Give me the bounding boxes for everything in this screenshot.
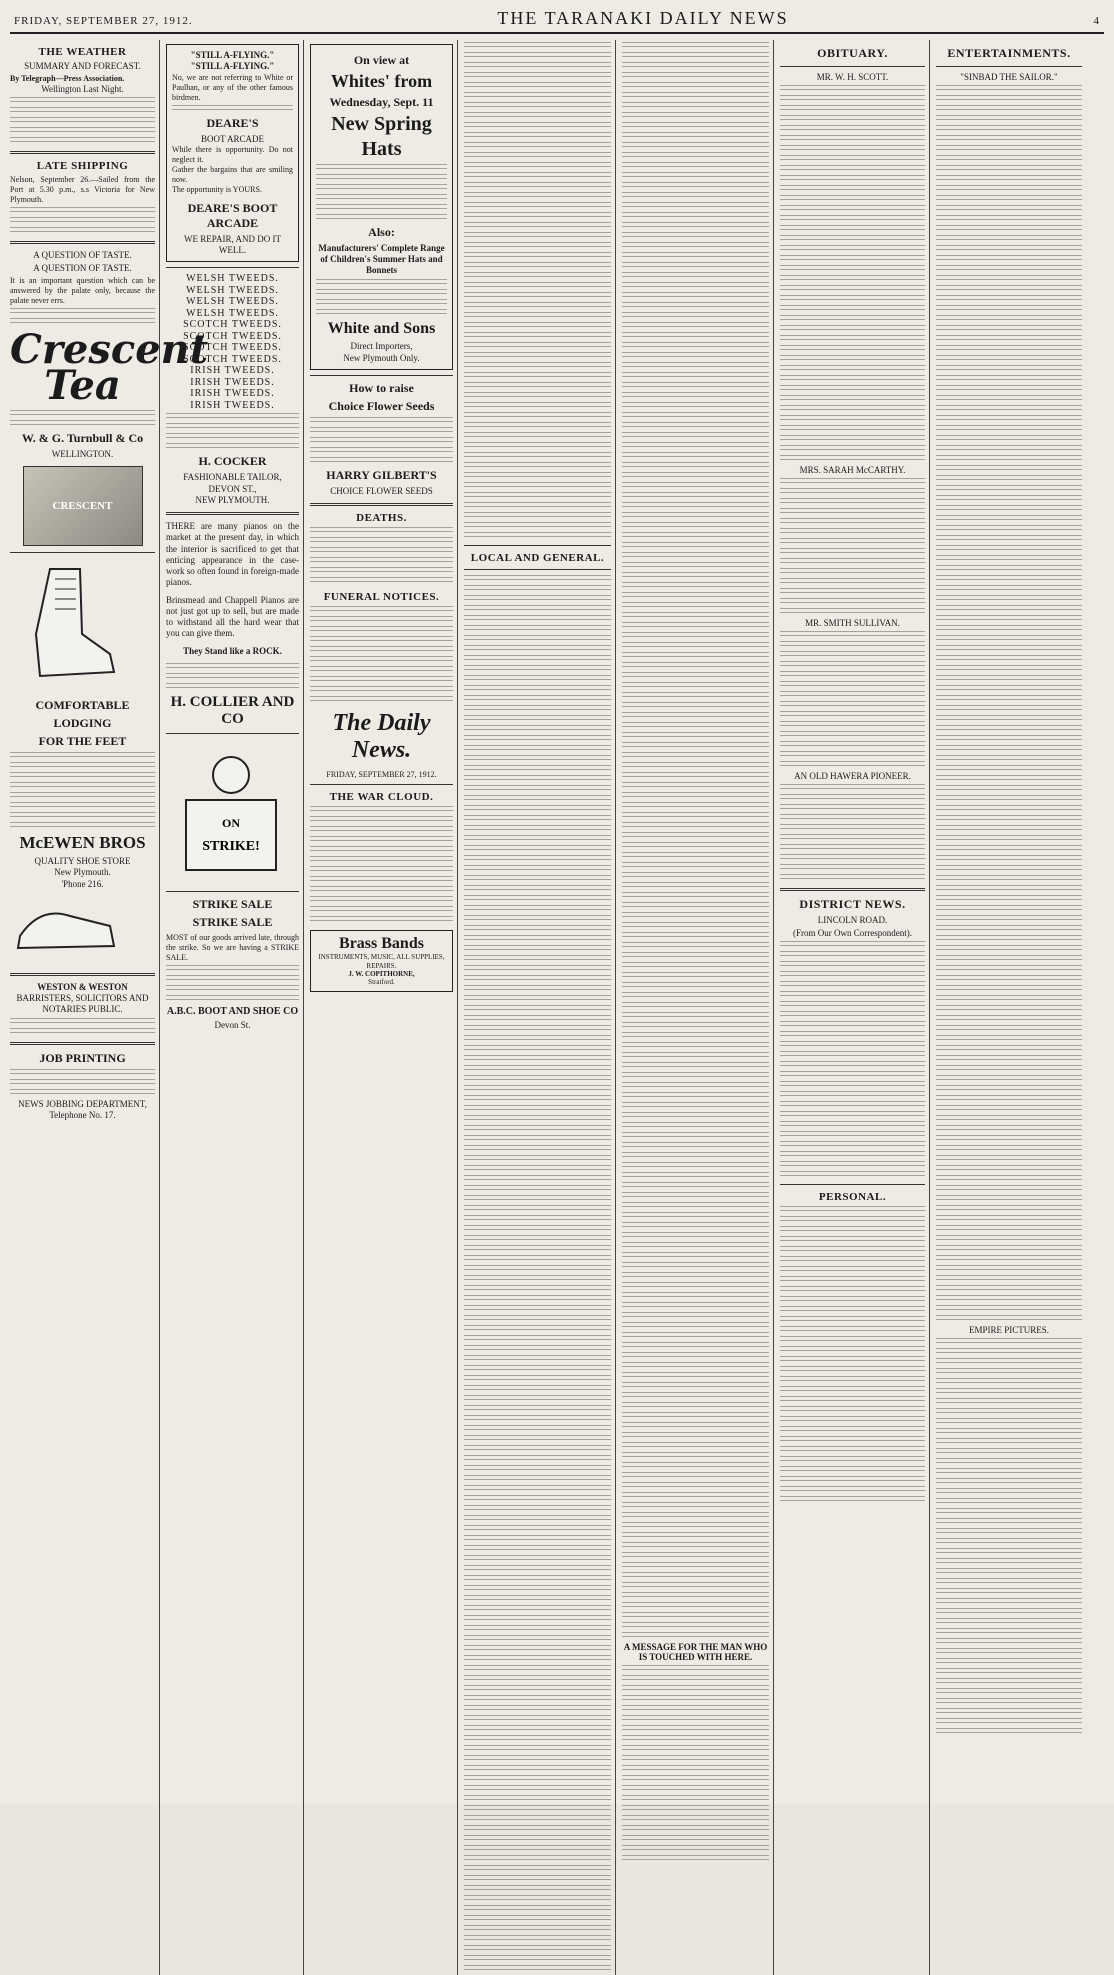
brinsmead-text: Brinsmead and Chappell Pianos are not just got up to sell, but are made to withstand all the hard wear that you can give them.: [166, 594, 299, 639]
scott-heading: MR. W. H. SCOTT.: [816, 72, 889, 82]
strike-cartoon: [166, 745, 296, 875]
mcewen-place: New Plymouth.: [54, 867, 111, 878]
strike-sale-2: STRIKE SALE: [192, 914, 273, 929]
message-heading: A MESSAGE FOR THE MAN WHO IS TOUCHED WITH HERE.: [623, 1642, 768, 1662]
rock-text: They Stand like a ROCK.: [183, 645, 282, 656]
cocker-name: H. COCKER: [198, 454, 267, 469]
lincoln-heading: LINCOLN ROAD.: [817, 915, 888, 925]
cocker-town: NEW PLYMOUTH.: [195, 494, 270, 505]
abc-place: Devon St.: [214, 1019, 251, 1030]
sullivan-heading: MR. SMITH SULLIVAN.: [805, 618, 900, 628]
weather-subheading: SUMMARY AND FORECAST.: [24, 61, 141, 71]
comfortable-1: COMFORTABLE: [35, 698, 130, 713]
column-6: [780, 40, 930, 1975]
page-number: 4: [1093, 15, 1100, 27]
shipping-text: Nelson, September 26.—Sailed from the Port at 5.30 p.m., s.s Victoria for New Plymouth.: [10, 175, 155, 204]
shoe-illustration: [10, 896, 120, 956]
abc-name: A.B.C. BOOT AND SHOE CO: [166, 1005, 299, 1017]
empire-heading: EMPIRE PICTURES.: [968, 1325, 1049, 1335]
cocker-street: DEVON ST.,: [208, 483, 257, 494]
column-4: [464, 40, 616, 1975]
local-general-heading: LOCAL AND GENERAL.: [470, 552, 605, 564]
deare-ad: "STILL A-FLYING." "STILL A-FLYING." No, we are not referring to White or Paulhan, or any of the other famous birdmen. DEARE'S BOOT ARCADE While there is opportunity. Do not neglect it. Gather the bargains that are smiling now. The opportunity is YOURS. DEARE'S BOOT ARCADE WE REPAIR, AND DO IT WELL.: [166, 44, 299, 262]
sinbad-heading: "SINBAD THE SAILOR.": [960, 72, 1058, 82]
weston-sub: BARRISTERS, SOLICITORS AND NOTARIES PUBLIC.: [16, 993, 149, 1015]
funeral-heading: FUNERAL NOTICES.: [323, 591, 440, 604]
weather-byline: By Telegraph—Press Association.: [10, 74, 125, 83]
late-shipping-heading: LATE SHIPPING: [36, 160, 129, 172]
svg-text:STRIKE!: STRIKE!: [202, 838, 260, 854]
column-3: [310, 40, 458, 1975]
turnbull-name: W. & G. Turnbull & Co: [21, 431, 144, 445]
harry-gilbert: HARRY GILBERT'S: [326, 467, 437, 482]
boot-illustration: [10, 564, 120, 684]
collier-name: H. COLLIER AND CO: [170, 693, 295, 727]
mcewen-name: McEWEN BROS: [19, 833, 146, 853]
svg-text:ON: ON: [222, 815, 240, 830]
obituary-heading: OBITUARY.: [817, 46, 888, 60]
taste-heading-2: A QUESTION OF TASTE.: [33, 263, 132, 273]
crescent-tea-logo: Crescent Tea: [10, 326, 209, 409]
comfortable-3: FOR THE FEET: [38, 734, 127, 749]
strike-text: MOST of our goods arrived late, through the strike. So we are having a STRIKE SALE.: [166, 932, 299, 962]
weston-name: WESTON & WESTON: [37, 981, 128, 992]
harry-sub: CHOICE FLOWER SEEDS: [330, 485, 433, 496]
job-printing: JOB PRINTING: [39, 1050, 126, 1065]
weather-heading: THE WEATHER: [38, 46, 127, 58]
columns: [10, 40, 1104, 1790]
turnbull-place: WELLINGTON.: [51, 449, 114, 459]
cocker-tailor: FASHIONABLE TAILOR,: [183, 472, 282, 483]
masthead-date: FRIDAY, SEPTEMBER 27, 1912.: [14, 15, 193, 27]
pianos-text: THERE are many pianos on the market at the present day, in which the interior is sacrificed to get that enticing appearance in the case-work so often found in foreign-made pianos.: [166, 521, 299, 588]
daily-news-date: FRIDAY, SEPTEMBER 27, 1912.: [326, 770, 437, 780]
mcewen-phone: 'Phone 216.: [61, 878, 104, 889]
tea-packet-image: CRESCENT: [23, 466, 143, 546]
column-2: [166, 40, 304, 1975]
weather-place: Wellington Last Night.: [41, 84, 124, 94]
daily-news-title: The Daily News.: [332, 710, 431, 764]
correspondent-line: (From Our Own Correspondent).: [793, 928, 912, 938]
whites-ad: On view at Whites' from Wednesday, Sept. 11 New Spring Hats Also: Manufacturers' Complete Range of Children's Summer Hats and Bonnets White and Sons Direct Importers, New Plymouth Only.: [310, 44, 453, 370]
entertainments-heading: ENTERTAINMENTS.: [947, 46, 1071, 60]
column-5: [622, 40, 774, 1975]
mccarthy-heading: MRS. SARAH McCARTHY.: [799, 465, 906, 475]
column-7: [936, 40, 1086, 1975]
column-1: [10, 40, 209, 1975]
deaths-heading: DEATHS.: [356, 512, 407, 525]
district-news-heading: DISTRICT NEWS.: [799, 897, 906, 911]
masthead-title: THE TARANAKI DAILY NEWS: [497, 8, 789, 28]
tweed-list: WELSH TWEEDS. WELSH TWEEDS. WELSH TWEEDS. WELSH TWEEDS. SCOTCH TWEEDS. SCOTCH TWEEDS. SCOTCH TWEEDS. SCOTCH TWEEDS. IRISH TWEEDS. IRISH TWEEDS. IRISH TWEEDS. IRISH TWEEDS.: [183, 273, 282, 411]
masthead: [10, 8, 1104, 34]
mcewen-sub: QUALITY SHOE STORE: [34, 856, 131, 867]
taste-text: It is an important question which can be answered by the palate only, because the palate never errs.: [10, 276, 155, 305]
pioneer-heading: AN OLD HAWERA PIONEER.: [794, 771, 911, 781]
news-dept: NEWS JOBBING DEPARTMENT, Telephone No. 17.: [18, 1098, 147, 1120]
comfortable-2: LODGING: [53, 716, 112, 731]
flower-title-1: How to raise: [349, 380, 414, 395]
war-cloud-heading: THE WAR CLOUD.: [329, 791, 434, 804]
flower-title-2: Choice Flower Seeds: [328, 398, 435, 413]
strike-sale-1: STRIKE SALE: [192, 896, 273, 911]
personal-heading: PERSONAL.: [818, 1191, 887, 1203]
taste-heading-1: A QUESTION OF TASTE.: [33, 250, 132, 260]
brass-bands-ad: Brass Bands INSTRUMENTS, MUSIC, ALL SUPPLIES, REPAIRS. J. W. COPITHORNE, Stratford.: [310, 930, 453, 992]
